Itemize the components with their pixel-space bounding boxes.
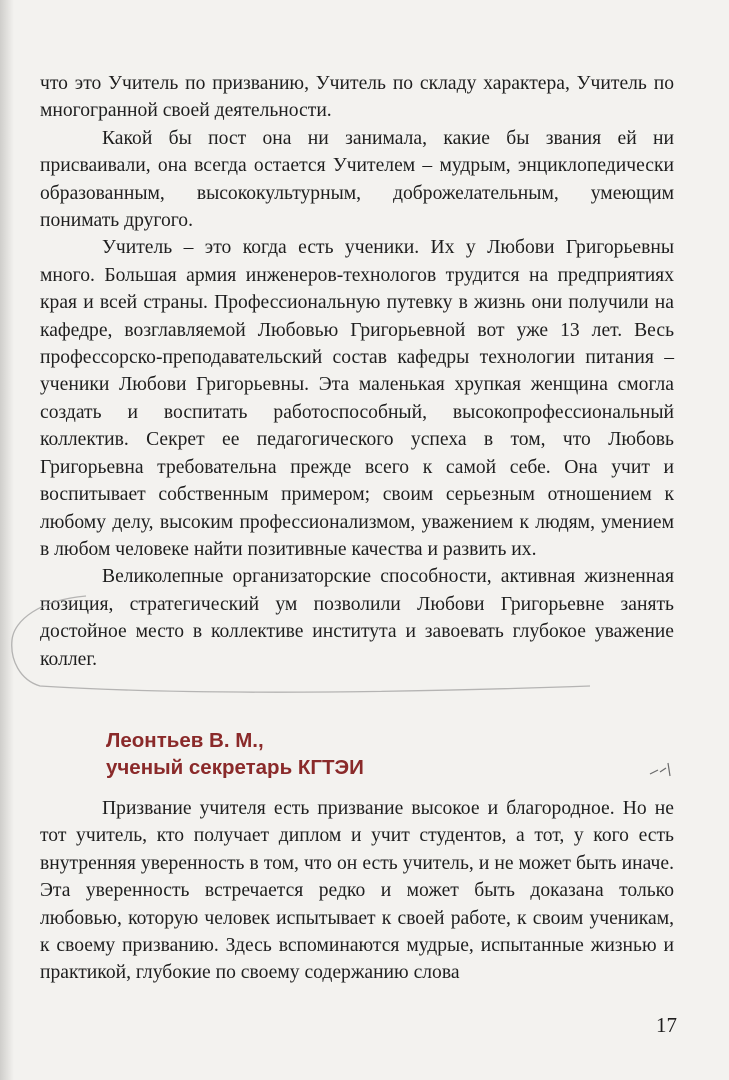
page-number: 17 (656, 1013, 677, 1037)
paragraph: Какой бы пост она ни занимала, какие бы звания ей ни присваивали, она всегда остается Учителем – мудрым, энциклопедически образованным, высококультурным, доброжелательным, умеющим понимать другого. (40, 127, 674, 232)
book-spine-shadow (0, 0, 14, 1080)
author-heading (106, 727, 674, 781)
paragraph: Великолепные организаторские способности, активная жизненная позиция, стратегический ум позволили Любови Григорьевне занять достойное место в коллективе института и завоевать глубокое уважение коллег. (40, 566, 674, 670)
page-body (40, 70, 674, 987)
paragraph: что это Учитель по призванию, Учитель по складу характера, Учитель по многогранной своей деятельности. (40, 73, 674, 122)
author-position: ученый секретарь КГТЭИ (106, 755, 364, 779)
author-name: Леонтьев В. М., (106, 728, 264, 752)
paragraph: Призвание учителя есть призвание высокое и благородное. Но не тот учитель, кто получает диплом и учит студентов, а тот, у кого есть внутренняя уверенность в том, что он есть учитель, и не может быть иначе. Эта уверенность встречается редко и может быть доказана только любовью, которую человек испытывает к своей работе, к своим ученикам, к своему призванию. Здесь вспоминаются мудрые, испытанные жизнью и практикой, глубокие по своему содержанию слова (40, 797, 674, 984)
paragraph: Учитель – это когда есть ученики. Их у Любови Григорьевны много. Большая армия инженеров-технологов трудится на предприятиях края и всей страны. Профессиональную путевку в жизнь они получили на кафедре, возглавляемой Любовью Григорьевной вот уже 13 лет. Весь профессорско-преподавательский состав кафедры технологии питания – ученики Любови Григорьевны. Эта маленькая хрупкая женщина смогла создать и воспитать работоспособный, высокопрофессиональный коллектив. Секрет ее педагогического успеха в том, что Любовь Григорьевна требовательна прежде всего к самой себе. Она учит и воспитывает собственным примером; своим серьезным отношением к любому делу, высоким профессионализмом, уважением к людям, умением в любом человеке найти позитивные качества и развить их. (40, 237, 674, 560)
